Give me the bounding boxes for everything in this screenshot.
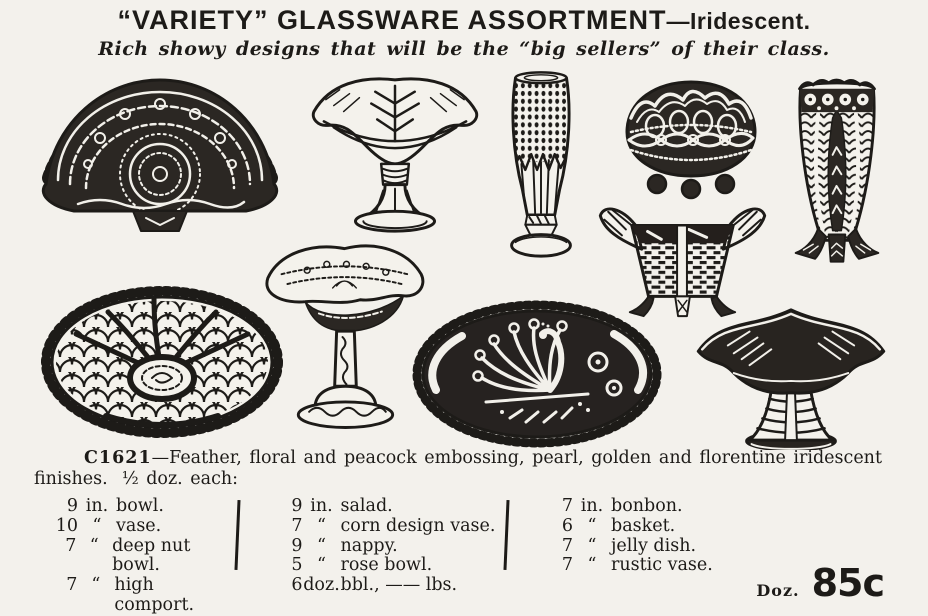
ruffled-fan-bowl-drawing xyxy=(30,66,290,238)
price-list-column-2 xyxy=(239,497,505,596)
item-qty: 7 xyxy=(561,496,573,516)
page-header xyxy=(0,0,928,60)
shell-pattern-bowl-drawing xyxy=(36,282,288,444)
list-item xyxy=(275,537,505,557)
engraving-shell-pattern-bowl xyxy=(36,282,288,444)
list-item xyxy=(275,556,505,576)
item-unit: “ xyxy=(89,535,99,556)
item-unit: “ xyxy=(587,555,597,576)
item-name: deep nut bowl. xyxy=(112,535,191,576)
item-name: high comport. xyxy=(114,575,195,615)
item-unit: “ xyxy=(317,555,326,576)
draped-swag-vase-drawing xyxy=(786,66,888,268)
engraving-flared-comport xyxy=(306,70,484,238)
item-name: salad. xyxy=(340,496,393,516)
high-comport-drawing xyxy=(258,240,430,443)
peacock-salad-platter-drawing xyxy=(410,298,665,450)
item-qty: 9 xyxy=(66,496,78,516)
item-name: vase. xyxy=(116,515,162,536)
price-unit-label: Doz. xyxy=(756,581,800,600)
item-name: rose bowl. xyxy=(340,555,433,576)
illustration-plate xyxy=(0,62,928,450)
item-name: bowl. xyxy=(116,496,164,516)
item-name: rustic vase. xyxy=(611,555,713,576)
list-item xyxy=(275,576,505,596)
item-qty: 6 xyxy=(561,515,573,536)
item-qty: 6 xyxy=(291,575,303,596)
item-qty: 9 xyxy=(291,496,303,516)
item-unit: “ xyxy=(587,535,597,556)
price-list-column-1 xyxy=(0,497,236,616)
engraving-high-comport xyxy=(258,240,430,443)
engraving-ruffled-rustic-vase xyxy=(692,302,890,450)
item-unit: in. xyxy=(580,496,604,516)
engraving-corn-design-vase xyxy=(492,66,590,262)
item-qty: 10 xyxy=(55,515,78,536)
engraving-peacock-salad-platter xyxy=(410,298,665,450)
list-item xyxy=(545,537,928,557)
item-qty: 7 xyxy=(66,575,78,596)
description-note: ½ doz. each: xyxy=(121,469,239,489)
item-name: nappy. xyxy=(340,535,398,556)
item-unit: in. xyxy=(85,496,109,516)
item-name: bonbon. xyxy=(611,496,683,516)
item-unit: “ xyxy=(91,575,101,596)
list-item xyxy=(545,497,928,517)
list-item xyxy=(50,576,236,616)
description xyxy=(34,448,884,490)
page-title-main: “VARIETY” GLASSWARE ASSORTMENT xyxy=(117,5,667,35)
rose-bowl-drawing xyxy=(615,74,767,202)
item-unit: in. xyxy=(310,496,333,516)
item-unit: “ xyxy=(92,515,102,536)
list-item xyxy=(275,497,505,517)
engraving-rose-bowl xyxy=(615,74,767,202)
item-name: jelly dish. xyxy=(611,535,697,556)
item-qty: 7 xyxy=(561,555,573,576)
item-name: corn design vase. xyxy=(340,515,496,536)
item-name: bbl., —— lbs. xyxy=(340,575,458,596)
engraving-draped-swag-vase xyxy=(786,66,888,268)
price-amount: 85c xyxy=(811,561,884,605)
list-item xyxy=(50,497,236,517)
ruffled-rustic-vase-drawing xyxy=(692,302,890,450)
item-unit: “ xyxy=(587,515,597,536)
page-title-suffix: —Iridescent. xyxy=(666,8,811,34)
item-unit: “ xyxy=(317,535,326,556)
item-unit: doz. xyxy=(303,575,340,596)
price xyxy=(756,561,884,605)
item-number: C1621 xyxy=(84,448,152,468)
item-qty: 9 xyxy=(291,535,303,556)
item-qty: 7 xyxy=(291,515,303,536)
list-item xyxy=(275,517,505,537)
list-item xyxy=(50,537,236,577)
page-title xyxy=(0,6,928,34)
flared-comport-drawing xyxy=(306,70,484,238)
item-qty: 7 xyxy=(561,535,573,556)
list-item xyxy=(545,517,928,537)
list-item xyxy=(50,517,236,537)
item-qty: 7 xyxy=(65,535,77,556)
engraving-ruffled-fan-bowl xyxy=(30,66,290,238)
corn-design-vase-drawing xyxy=(492,66,590,262)
item-qty: 5 xyxy=(291,555,303,576)
item-unit: “ xyxy=(317,515,326,536)
page-subtitle: Rich showy designs that will be the “big sellers” of their class. xyxy=(98,38,830,61)
description-text: —Feather, floral and peacock embossing, pearl, golden and florentine iridescent finishes. xyxy=(34,448,882,489)
item-name: basket. xyxy=(611,515,676,536)
